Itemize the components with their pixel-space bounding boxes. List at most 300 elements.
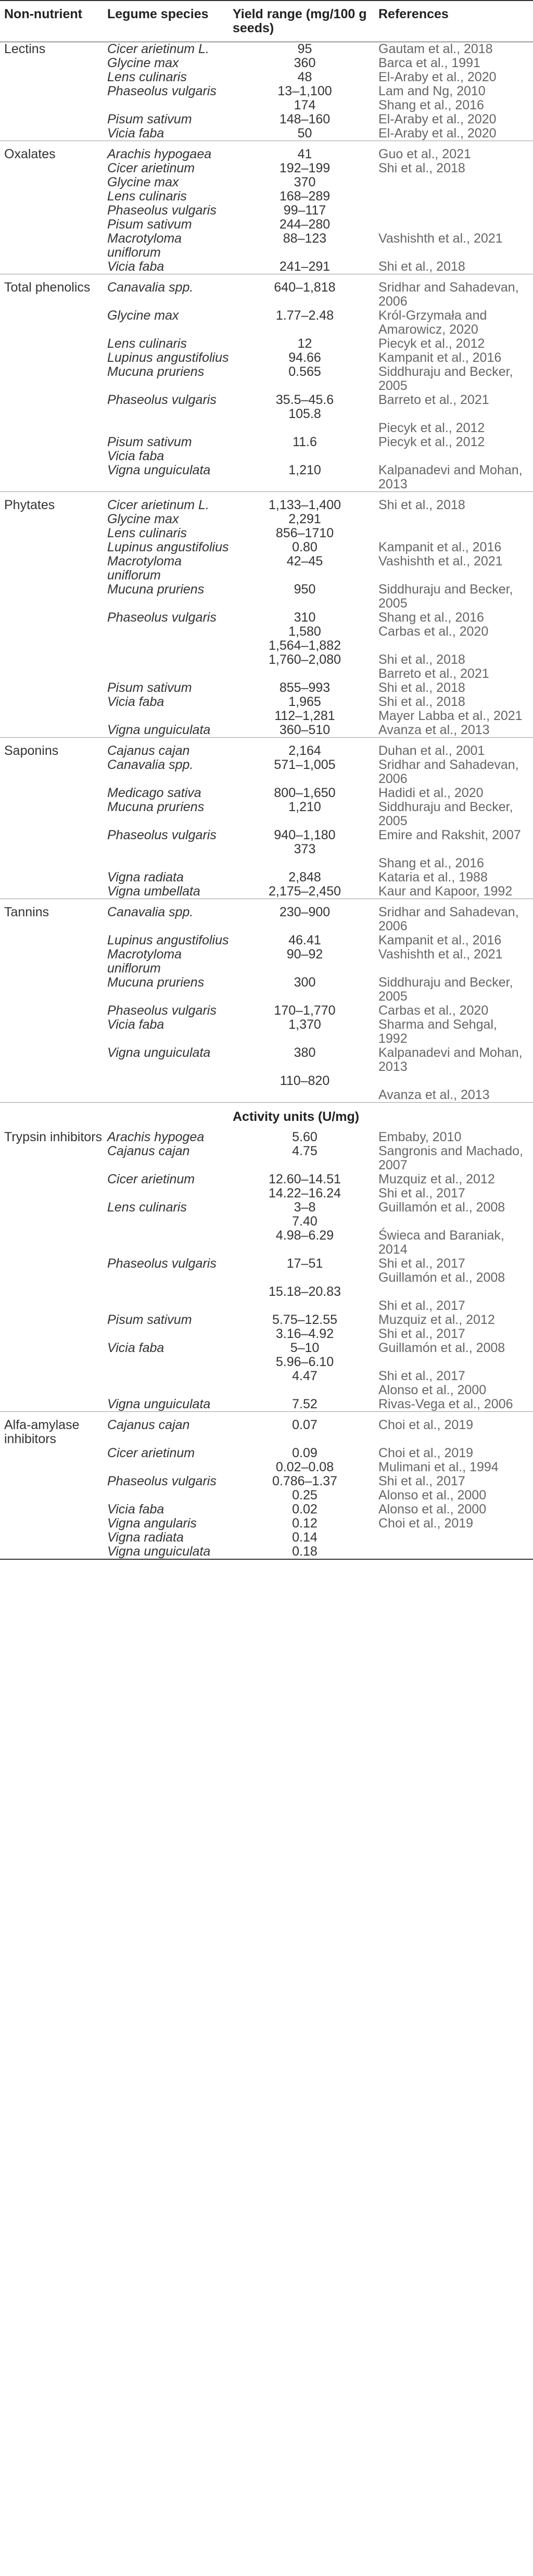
species-cell — [107, 1215, 231, 1229]
reference-cell: Shi et al., 2018 — [378, 259, 465, 274]
nutrient-cell — [0, 1531, 107, 1545]
nutrient-cell — [0, 1018, 107, 1046]
species-cell — [107, 842, 231, 856]
yield-cell: 1,965 — [288, 694, 321, 709]
reference-cell: Guo et al., 2021 — [378, 141, 533, 162]
table-row — [0, 1327, 533, 1341]
table-row — [0, 463, 533, 492]
nutrient-cell — [0, 393, 107, 407]
reference-cell: Shi et al., 2017 — [378, 1327, 465, 1341]
nutrient-cell — [0, 190, 107, 204]
yield-cell: 940–1,180 — [274, 828, 336, 842]
yield-cell: 5–10 — [290, 1341, 320, 1355]
nutrient-cell — [0, 758, 107, 786]
table-row — [0, 274, 533, 309]
species-cell: Cicer arietinum L. — [107, 492, 231, 513]
yield-cell: 360 — [294, 56, 316, 70]
reference-cell: Embaby, 2010 — [378, 1130, 462, 1144]
table-row — [0, 1474, 533, 1488]
table-row — [0, 554, 533, 583]
nutrient-cell — [0, 204, 107, 218]
table-row — [0, 512, 533, 526]
species-cell: Macrotyloma uniflorum — [107, 554, 182, 583]
reference-cell — [378, 407, 533, 421]
reference-cell: Shang et al., 2016 — [378, 610, 484, 625]
species-cell: Lupinus angustifolius — [107, 933, 229, 948]
reference-cell: Mulimani et al., 1994 — [378, 1460, 499, 1474]
species-cell — [107, 1088, 231, 1103]
nutrient-cell — [0, 1186, 107, 1201]
table-row — [0, 1397, 533, 1412]
species-cell: Pisum sativum — [107, 680, 192, 695]
reference-cell: Kampanit et al., 2016 — [378, 933, 502, 948]
species-cell: Glycine max — [107, 512, 179, 526]
yield-cell: 11.6 — [293, 435, 317, 449]
nutrient-cell — [0, 463, 107, 492]
table-row — [0, 1201, 533, 1215]
yield-cell: 241–291 — [279, 259, 331, 274]
table-row — [0, 127, 533, 141]
yield-cell: 2,164 — [231, 738, 378, 759]
yield-cell: 48 — [297, 70, 312, 84]
yield-cell: 1,133–1,400 — [231, 492, 378, 513]
header-row — [0, 1, 533, 42]
species-cell: Cicer arietinum — [107, 1172, 195, 1186]
table-row — [0, 695, 533, 709]
table-row — [0, 421, 533, 435]
table-row — [0, 681, 533, 695]
yield-cell: 46.41 — [288, 933, 321, 948]
table-row — [0, 1186, 533, 1201]
table-row — [0, 1074, 533, 1088]
species-cell — [107, 1383, 231, 1397]
table-row — [0, 583, 533, 611]
species-cell: Phaseolus vulgaris — [107, 84, 217, 98]
table-row — [0, 232, 533, 260]
yield-cell: 244–280 — [279, 217, 331, 232]
nutrient-cell — [0, 948, 107, 976]
yield-cell: 4.98–6.29 — [275, 1228, 334, 1243]
species-cell — [107, 1074, 231, 1088]
reference-cell: Kalpanadevi and Mohan, 2013 — [378, 463, 523, 491]
nutrient-cell — [0, 1299, 107, 1313]
yield-cell — [231, 421, 378, 435]
table-row — [0, 141, 533, 162]
reference-cell: Barreto et al., 2021 — [378, 666, 489, 681]
table-row — [0, 1285, 533, 1299]
table-row — [0, 112, 533, 127]
spacer-cell — [107, 1103, 231, 1131]
species-cell: Canavalia spp. — [107, 899, 231, 934]
nutrient-cell — [0, 365, 107, 393]
reference-cell — [378, 204, 533, 218]
nutrient-cell — [0, 1144, 107, 1172]
reference-cell: Król-Grzymała and Amarowicz, 2020 — [378, 308, 487, 337]
reference-cell — [378, 1215, 533, 1229]
nutrient-cell: Saponins — [0, 738, 107, 759]
nutrient-cell — [0, 421, 107, 435]
table-row — [0, 786, 533, 800]
yield-cell: 7.52 — [292, 1397, 318, 1411]
species-cell: Phaseolus vulgaris — [107, 203, 217, 218]
nutrient-cell — [0, 583, 107, 611]
reference-cell: Vashishth et al., 2021 — [378, 947, 503, 962]
nutrient-cell — [0, 667, 107, 681]
yield-cell: 3–8 — [294, 1200, 316, 1215]
nutrient-cell — [0, 1285, 107, 1299]
species-cell — [107, 856, 231, 870]
nutrient-cell — [0, 161, 107, 175]
species-cell: Lupinus angustifolius — [107, 540, 229, 554]
yield-cell: 360–510 — [279, 723, 331, 737]
table-row — [0, 933, 533, 948]
nutrient-cell — [0, 1327, 107, 1341]
yield-cell: 0.09 — [292, 1446, 318, 1460]
nutrient-cell — [0, 611, 107, 625]
reference-cell — [378, 1545, 533, 1559]
yield-cell: 112–1,281 — [274, 709, 335, 723]
species-cell — [107, 1271, 231, 1285]
species-cell: Cicer arietinum L. — [107, 42, 209, 56]
yield-cell: 380 — [294, 1045, 316, 1060]
reference-cell: Piecyk et al., 2012 — [378, 421, 485, 435]
nutrient-cell — [0, 976, 107, 1004]
table-row — [0, 1046, 533, 1074]
table-row — [0, 540, 533, 554]
reference-cell: Kampanit et al., 2016 — [378, 350, 502, 365]
reference-cell: Avanza et al., 2013 — [378, 1088, 490, 1102]
yield-cell — [231, 667, 378, 681]
table-row — [0, 1517, 533, 1531]
species-cell: Phaseolus vulgaris — [107, 393, 217, 407]
reference-cell: Guillamón et al., 2008 — [378, 1270, 505, 1285]
yield-cell: 1,564–1,882 — [268, 638, 341, 653]
table-row — [0, 42, 533, 57]
species-cell: Canavalia spp. — [107, 757, 194, 772]
yield-cell: 571–1,005 — [274, 757, 336, 772]
species-cell: Vicia faba — [107, 694, 164, 709]
species-cell: Cicer arietinum — [107, 1446, 195, 1460]
yield-cell: 1,370 — [288, 1017, 321, 1032]
nutrient-cell — [0, 84, 107, 98]
yield-cell: 15.18–20.83 — [268, 1284, 341, 1299]
yield-cell — [231, 449, 378, 463]
nutrient-cell — [0, 1355, 107, 1369]
species-cell: Vicia faba — [107, 126, 164, 141]
reference-cell: Shi et al., 2018 — [378, 694, 465, 709]
reference-cell: Kataria et al., 1988 — [378, 870, 488, 885]
species-cell — [107, 625, 231, 639]
nutrient-cell — [0, 1383, 107, 1397]
table-row — [0, 175, 533, 190]
nutrient-cell — [0, 695, 107, 709]
nutrient-cell — [0, 1313, 107, 1327]
yield-cell: 35.5–45.6 — [275, 393, 334, 407]
species-cell: Phaseolus vulgaris — [107, 610, 217, 625]
reference-cell: El-Araby et al., 2020 — [378, 126, 497, 141]
reference-cell: El-Araby et al., 2020 — [378, 70, 497, 84]
yield-cell: 0.02–0.08 — [275, 1460, 334, 1474]
species-cell: Vigna umbellata — [107, 884, 200, 899]
reference-cell: Alonso et al., 2000 — [378, 1383, 487, 1397]
table-row — [0, 526, 533, 540]
species-cell: Arachis hypogaea — [107, 141, 231, 162]
nutrient-cell: Trypsin inhibitors — [4, 1130, 103, 1144]
yield-cell: 90–92 — [286, 947, 323, 962]
species-cell — [107, 98, 231, 112]
reference-cell: Hadidi et al., 2020 — [378, 786, 484, 800]
table-row — [0, 885, 533, 899]
reference-cell: Shi et al., 2018 — [378, 652, 465, 667]
yield-cell: 0.565 — [288, 364, 321, 379]
nutrient-cell — [0, 127, 107, 141]
species-cell — [107, 1369, 231, 1383]
table-row — [0, 738, 533, 759]
nutrient-cell — [0, 1088, 107, 1103]
table-row — [0, 723, 533, 738]
species-cell: Vicia faba — [107, 1502, 164, 1517]
table-row — [0, 1229, 533, 1257]
species-cell: Phaseolus vulgaris — [107, 1256, 217, 1271]
yield-cell: 370 — [294, 175, 316, 190]
species-cell: Vigna angularis — [107, 1516, 197, 1531]
yield-cell: 99–117 — [283, 203, 326, 218]
yield-cell: 2,848 — [288, 870, 321, 885]
table-row — [0, 667, 533, 681]
yield-cell: 2,175–2,450 — [268, 884, 341, 899]
yield-cell: 5.60 — [292, 1130, 318, 1144]
nutrient-cell — [0, 1341, 107, 1355]
reference-cell — [378, 639, 533, 653]
nutrient-cell — [0, 554, 107, 583]
reference-cell: Piecyk et al., 2012 — [378, 336, 485, 351]
header-yield: Yield range (mg/100 g seeds) — [233, 7, 367, 35]
activity-units-header: Activity units (U/mg) — [231, 1103, 378, 1131]
nutrient-cell — [0, 1545, 107, 1559]
species-cell — [107, 1488, 231, 1502]
table-row — [0, 1299, 533, 1313]
species-cell: Macrotyloma uniflorum — [107, 947, 182, 976]
nutrient-cell — [0, 1517, 107, 1531]
reference-cell: Sridhar and Sahadevan, 2006 — [378, 899, 533, 934]
species-cell — [107, 421, 231, 435]
yield-cell: 0.25 — [292, 1488, 318, 1502]
table-row — [0, 828, 533, 842]
reference-cell: Muzquiz et al., 2012 — [378, 1312, 495, 1327]
reference-cell: Kampanit et al., 2016 — [378, 540, 502, 554]
nutrient-cell: Phytates — [0, 492, 107, 513]
yield-cell: 0.18 — [231, 1545, 378, 1559]
reference-cell: Gautam et al., 2018 — [378, 42, 493, 56]
reference-cell: Vashishth et al., 2021 — [378, 554, 503, 569]
table-row — [0, 1460, 533, 1474]
reference-cell: Siddhuraju and Becker, 2005 — [378, 975, 513, 1004]
species-cell: Vigna unguiculata — [107, 723, 211, 737]
species-cell: Canavalia spp. — [107, 274, 231, 309]
reference-cell: Carbas et al., 2020 — [378, 624, 489, 639]
reference-cell: Shi et al., 2018 — [378, 680, 465, 695]
species-cell: Mucuna pruriens — [107, 364, 205, 379]
reference-cell: Rivas-Vega et al., 2006 — [378, 1397, 513, 1411]
nutrient-cell — [0, 1229, 107, 1257]
yield-cell: 300 — [294, 975, 316, 990]
species-cell — [107, 1285, 231, 1299]
nutrient-cell — [0, 407, 107, 421]
reference-cell — [378, 1355, 533, 1369]
yield-cell: 0.80 — [292, 540, 318, 554]
nutrient-cell — [0, 309, 107, 337]
table-row — [0, 56, 533, 70]
reference-cell: Shi et al., 2017 — [378, 1256, 465, 1271]
table-row — [0, 1271, 533, 1285]
reference-cell — [378, 449, 533, 463]
reference-cell: Shang et al., 2016 — [378, 98, 484, 112]
species-cell: Medicago sativa — [107, 786, 201, 800]
table-row — [0, 1215, 533, 1229]
species-cell: Mucuna pruriens — [107, 800, 205, 814]
nutrient-cell — [0, 1046, 107, 1074]
table-row — [0, 393, 533, 407]
species-cell: Pisum sativum — [107, 112, 192, 127]
species-cell: Phaseolus vulgaris — [107, 1003, 217, 1018]
nutrient-cell — [0, 800, 107, 828]
species-cell: Glycine max — [107, 175, 179, 190]
table-row — [0, 351, 533, 365]
species-cell: Lens culinaris — [107, 336, 187, 351]
table-row — [0, 1545, 533, 1559]
reference-cell: Barreto et al., 2021 — [378, 393, 489, 407]
yield-cell: 800–1,650 — [274, 786, 336, 800]
table-row — [0, 1355, 533, 1369]
nutrient-cell — [0, 828, 107, 842]
reference-cell: Piecyk et al., 2012 — [378, 435, 485, 449]
species-cell — [107, 709, 231, 723]
nutrient-cell — [0, 449, 107, 463]
nutrient-cell — [0, 1460, 107, 1474]
reference-cell: Sangronis and Machado, 2007 — [378, 1144, 523, 1172]
table-row — [0, 1531, 533, 1545]
species-cell — [107, 639, 231, 653]
reference-cell — [378, 218, 533, 232]
yield-cell: 1,210 — [288, 463, 321, 477]
nutrient-cell: Lectins — [4, 42, 46, 56]
yield-cell: 0.12 — [292, 1516, 318, 1531]
table-row — [0, 1446, 533, 1460]
activity-subheader-row — [0, 1103, 533, 1131]
table-row — [0, 98, 533, 112]
nutrient-cell — [0, 681, 107, 695]
nutrient-cell — [0, 870, 107, 885]
table-row — [0, 1257, 533, 1271]
species-cell: Cajanus cajan — [107, 1144, 190, 1158]
yield-cell — [231, 856, 378, 870]
yield-cell: 13–1,100 — [277, 84, 332, 98]
reference-cell: Siddhuraju and Becker, 2005 — [378, 364, 513, 393]
reference-cell: Guillamón et al., 2008 — [378, 1341, 505, 1355]
table-row — [0, 190, 533, 204]
species-cell: Macrotyloma uniflorum — [107, 231, 182, 260]
nutrient-cell — [0, 786, 107, 800]
reference-cell: Alonso et al., 2000 — [378, 1502, 487, 1517]
table-row — [0, 1502, 533, 1517]
yield-cell: 12.60–14.51 — [268, 1172, 341, 1186]
yield-cell: 148–160 — [279, 112, 331, 127]
table-row — [0, 1412, 533, 1447]
species-cell — [107, 653, 231, 667]
yield-cell: 3.16–4.92 — [275, 1327, 334, 1341]
yield-cell: 95 — [297, 42, 312, 56]
table-row — [0, 948, 533, 976]
reference-cell: Siddhuraju and Becker, 2005 — [378, 800, 513, 828]
reference-cell: Kaur and Kapoor, 1992 — [378, 884, 513, 899]
table-row — [0, 309, 533, 337]
table-row — [0, 1144, 533, 1172]
reference-cell: Emire and Rakshit, 2007 — [378, 828, 521, 842]
table-row — [0, 1313, 533, 1327]
reference-cell: Barca et al., 1991 — [378, 56, 480, 70]
species-cell: Vigna unguiculata — [107, 463, 211, 477]
yield-cell: 1,760–2,080 — [268, 652, 341, 667]
table-row — [0, 870, 533, 885]
table-row — [0, 260, 533, 274]
table-row — [0, 856, 533, 870]
table-row — [0, 758, 533, 786]
table-row — [0, 976, 533, 1004]
species-cell: Vicia faba — [107, 1341, 164, 1355]
species-cell: Phaseolus vulgaris — [107, 1474, 217, 1488]
nutrient-cell — [0, 218, 107, 232]
header-nutrient: Non-nutrient — [4, 7, 82, 21]
reference-cell: Muzquiz et al., 2012 — [378, 1172, 495, 1186]
yield-cell: 0.02 — [292, 1502, 318, 1517]
yield-cell: 94.66 — [288, 350, 321, 365]
reference-cell: Avanza et al., 2013 — [378, 723, 490, 737]
nutrient-cell — [0, 1446, 107, 1460]
species-cell: Vigna unguiculata — [107, 1545, 231, 1559]
reference-cell: Lam and Ng, 2010 — [378, 84, 486, 98]
table-row — [0, 218, 533, 232]
reference-cell: El-Araby et al., 2020 — [378, 112, 497, 127]
table-row — [0, 1369, 533, 1383]
yield-cell: 4.75 — [292, 1144, 318, 1158]
yield-cell: 640–1,818 — [231, 274, 378, 309]
reference-cell: Sharma and Sehgal, 1992 — [378, 1017, 497, 1046]
table-row — [0, 842, 533, 856]
reference-cell: Shi et al., 2018 — [378, 492, 533, 513]
yield-cell: 1.77–2.48 — [275, 308, 334, 323]
yield-cell: 88–123 — [283, 231, 327, 246]
nutrient-cell — [0, 639, 107, 653]
species-cell — [107, 407, 231, 421]
reference-cell: Choi et al., 2019 — [378, 1516, 474, 1531]
species-cell: Vicia faba — [107, 449, 164, 463]
species-cell: Pisum sativum — [107, 217, 192, 232]
yield-cell: 192–199 — [279, 161, 331, 175]
table-row — [0, 800, 533, 828]
species-cell: Lens culinaris — [107, 526, 187, 540]
yield-cell: 174 — [294, 98, 316, 112]
yield-cell: 41 — [231, 141, 378, 162]
reference-cell: Carbas et al., 2020 — [378, 1003, 489, 1018]
table-row — [0, 1018, 533, 1046]
spacer-cell — [0, 1103, 107, 1131]
nutrient-cell — [0, 435, 107, 449]
table-row — [0, 70, 533, 84]
reference-cell: Świeca and Baraniak, 2014 — [378, 1228, 504, 1257]
nutrient-cell — [0, 856, 107, 870]
yield-cell — [231, 1299, 378, 1313]
species-cell: Vigna unguiculata — [107, 1045, 211, 1060]
